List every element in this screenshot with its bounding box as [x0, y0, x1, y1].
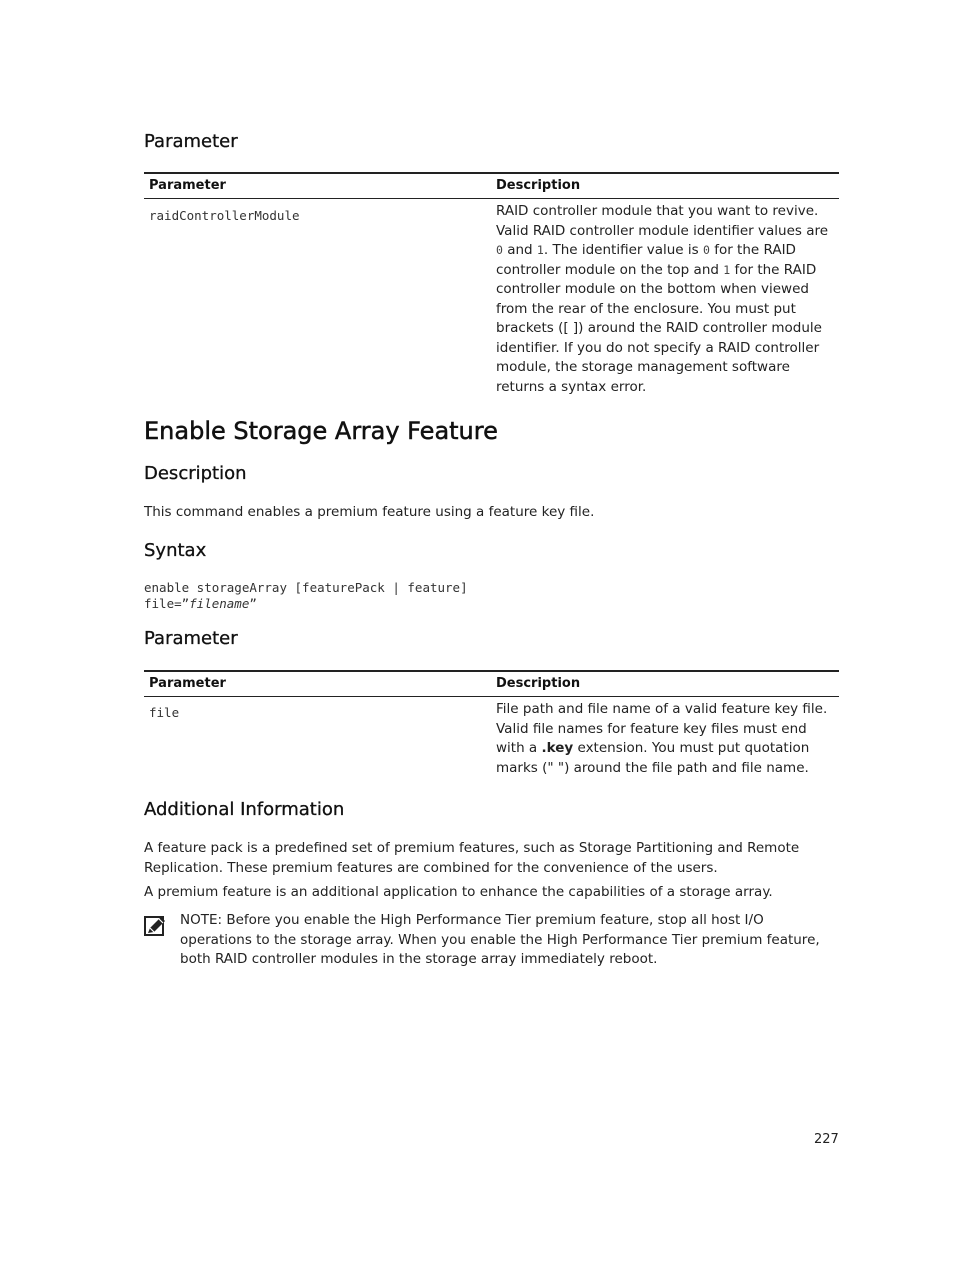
parameter-heading-1: Parameter — [144, 131, 238, 152]
table-header-parameter: Parameter — [144, 671, 491, 697]
page-title: Enable Storage Array Feature — [144, 417, 498, 445]
note-label: NOTE: — [180, 912, 223, 928]
parameter-description: File path and file name of a valid feature key file. Valid file names for feature key files must end with a .key extension. You must put quotation marks (" ") around the file path and file name. — [496, 701, 828, 776]
page-number: 227 — [814, 1132, 839, 1147]
parameter-table-2 — [144, 670, 839, 778]
syntax-block — [144, 580, 468, 612]
syntax-line-1: enable storageArray [featurePack | feature] — [144, 580, 468, 595]
parameter-table-1 — [144, 172, 839, 397]
table-header-description: Description — [491, 671, 839, 697]
additional-paragraph-1: A feature pack is a predefined set of premium features, such as Storage Partitioning and Remote Replication. These premium features are combined for the convenience of the users. — [144, 840, 800, 876]
parameter-description: RAID controller module that you want to revive. Valid RAID controller module identifier values are 0 and 1. The identifier value is 0 for the RAID controller module on the top and 1 for the RAID controller module on the bottom when viewed from the rear of the enclosure. You must put brackets ([ ]) around the RAID controller module identifier. If you do not specify a RAID controller module, the storage management software returns a syntax error. — [496, 203, 829, 395]
parameter-name: raidControllerModule — [149, 208, 300, 223]
note-text: NOTE: Before you enable the High Performance Tier premium feature, stop all host I/O operations to the storage array. When you enable the High Performance Tier premium feature, both RAID controller modules in the storage array immediately reboot. — [180, 912, 820, 967]
additional-information-heading: Additional Information — [144, 799, 345, 820]
additional-paragraph-2: A premium feature is an additional application to enhance the capabilities of a storage array. — [144, 884, 773, 900]
description-text: This command enables a premium feature using a feature key file. — [144, 504, 595, 520]
table-row — [144, 199, 839, 398]
table-row — [144, 697, 839, 779]
pencil-note-icon — [144, 915, 166, 937]
parameter-heading-2: Parameter — [144, 628, 238, 649]
table-header-description: Description — [491, 173, 839, 199]
syntax-line-2: file=”filename” — [144, 596, 257, 611]
description-heading: Description — [144, 463, 247, 484]
table-header-parameter: Parameter — [144, 173, 491, 199]
parameter-name: file — [149, 705, 180, 720]
syntax-heading: Syntax — [144, 540, 207, 561]
